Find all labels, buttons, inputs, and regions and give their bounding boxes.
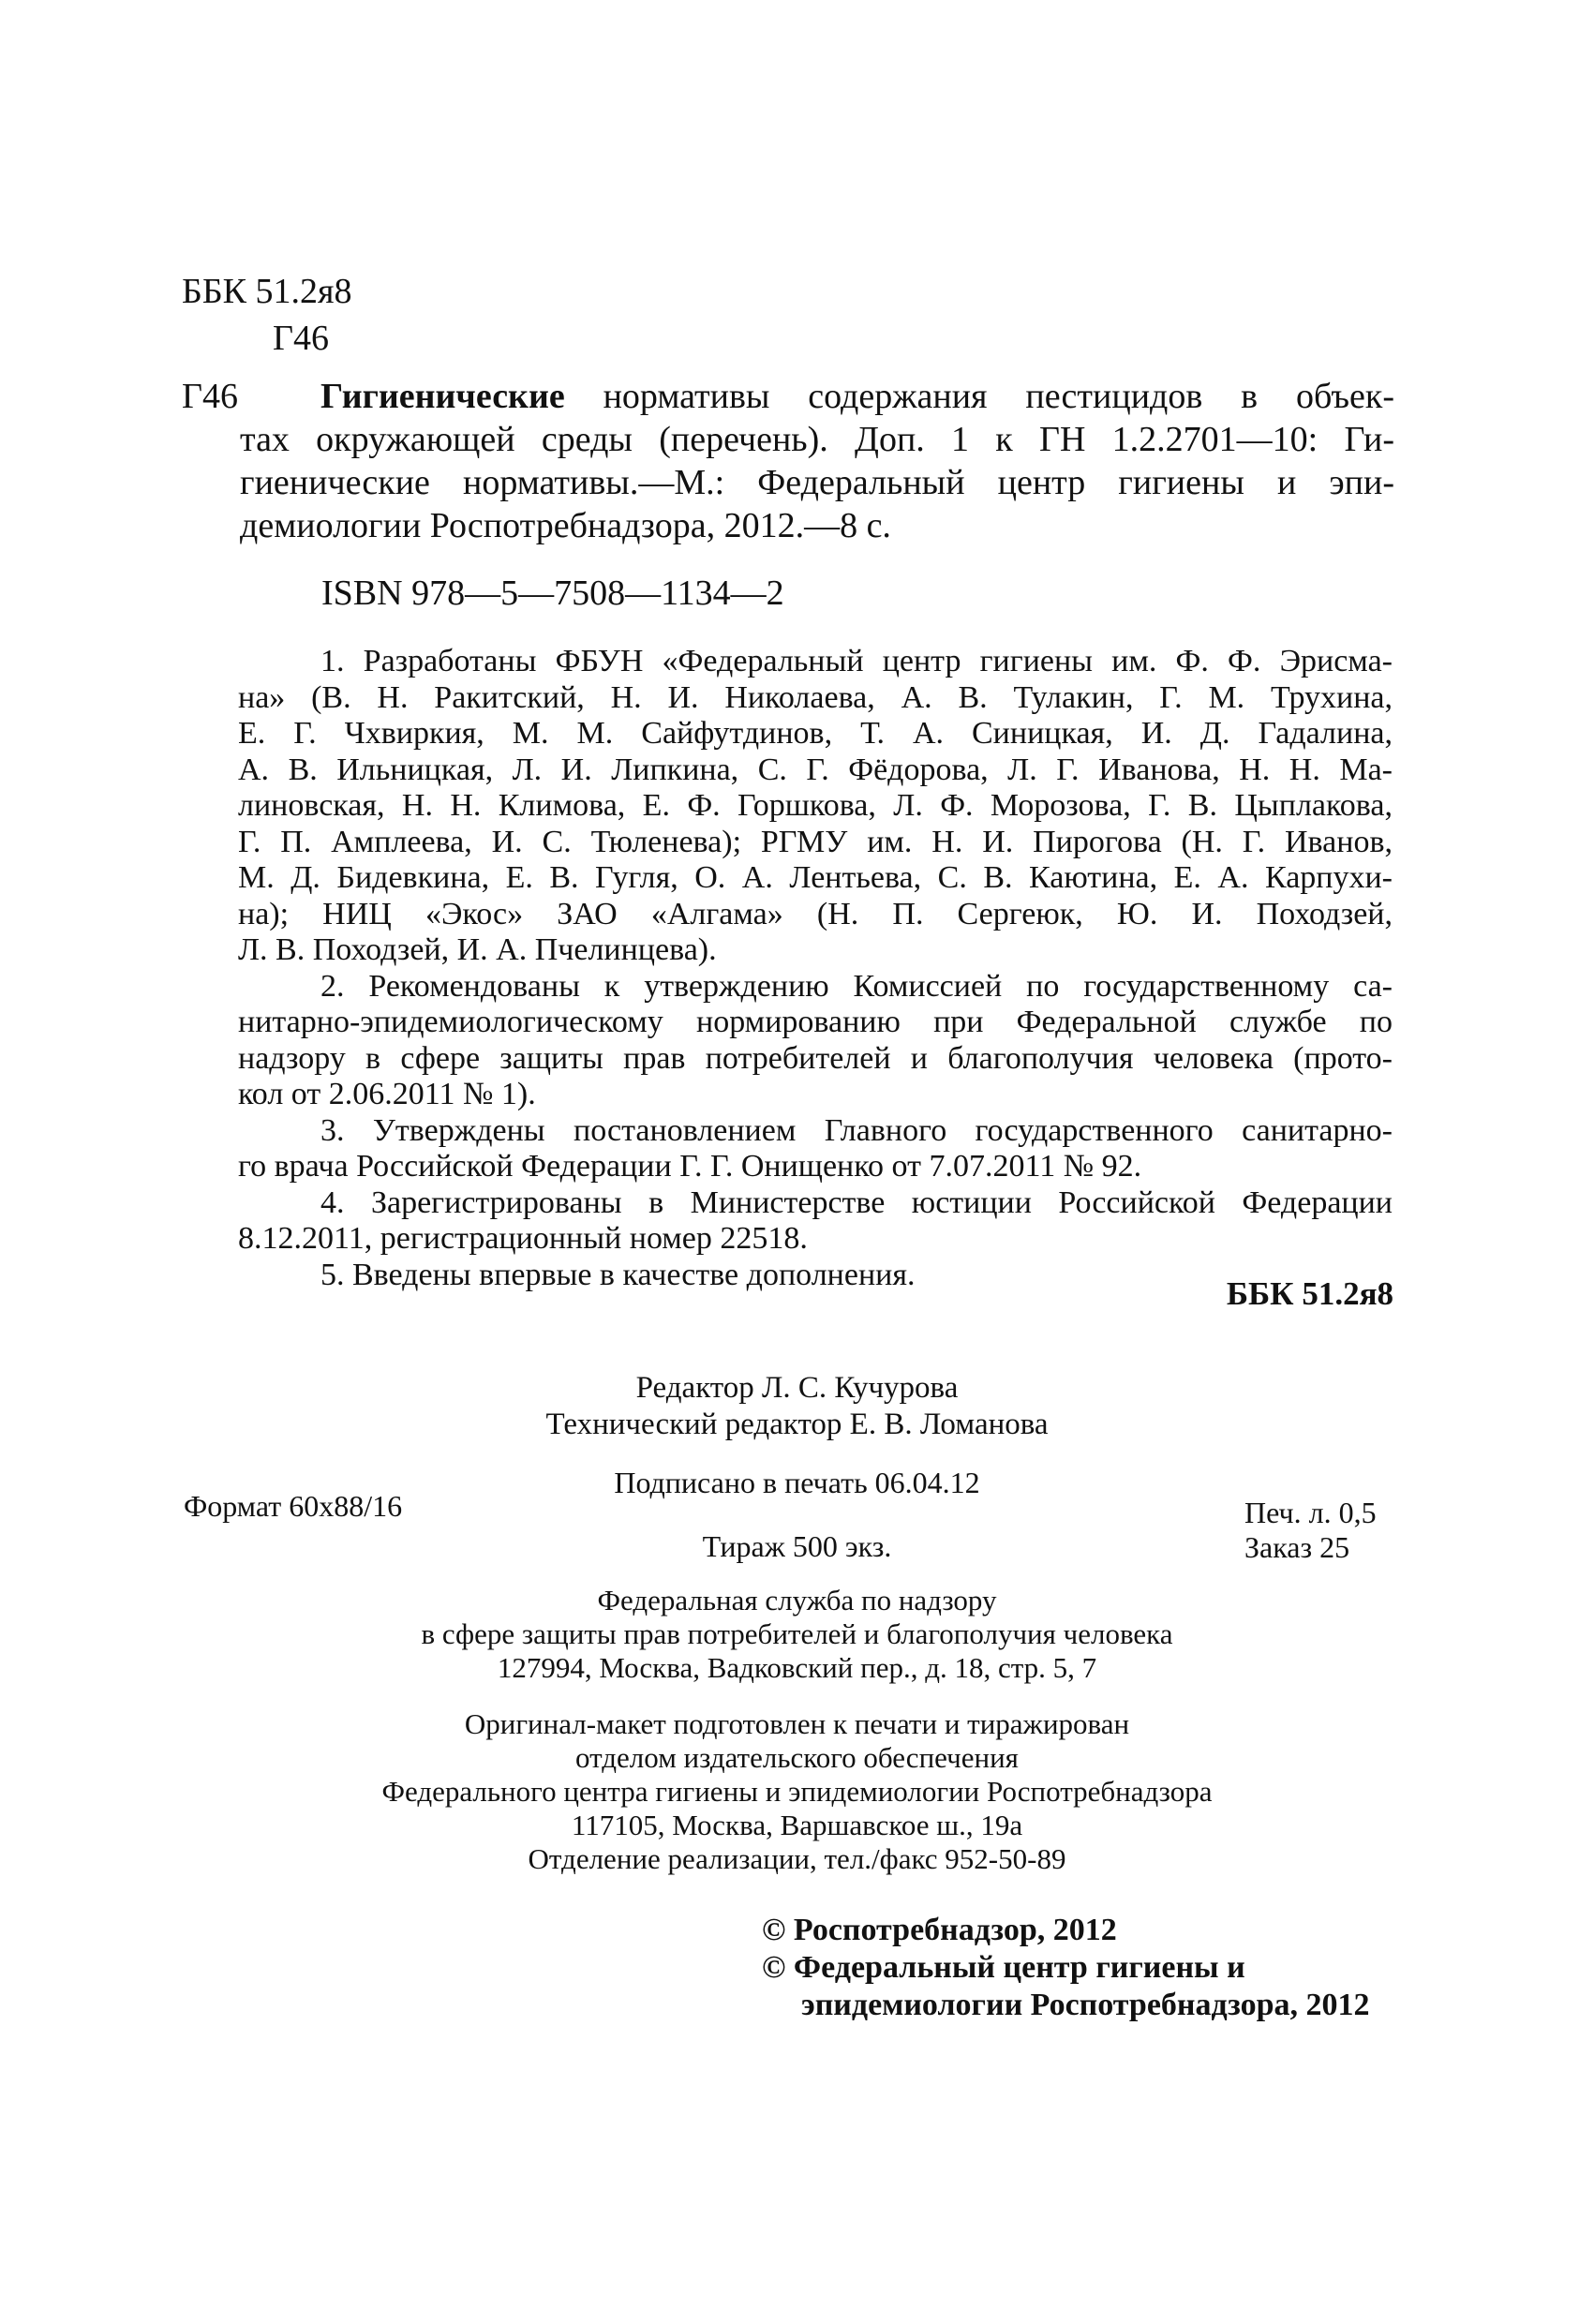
agency-address: 127994, Москва, Вадковский пер., д. 18, стр. 5, 7 <box>497 1651 1097 1684</box>
printer-sales-contact: Отделение реализации, тел./факс 952-50-89 <box>528 1842 1066 1875</box>
bbk-code-right: ББК 51.2я8 <box>1226 1275 1393 1312</box>
print-sheets: Печ. л. 0,5 <box>1244 1496 1377 1529</box>
printer-line: отделом издательского обеспечения <box>575 1741 1019 1774</box>
bibliographic-title <box>240 375 1394 547</box>
title-line-4: демиологии Роспотребнадзора, 2012.—8 с. <box>240 506 891 545</box>
paragraph-line: на); НИЦ «Экос» ЗАО «Алгама» (Н. П. Сергеюк, Ю. И. Походзей, <box>238 896 1393 931</box>
order-number: Заказ 25 <box>1244 1530 1350 1564</box>
copyright-line: эпидемиологии Роспотребнадзора, 2012 <box>801 1988 1370 2022</box>
paragraph-line: надзору в сфере защиты прав потребителей и благополучия человека (прото- <box>238 1040 1393 1076</box>
paragraph-line: 4. Зарегистрированы в Министерстве юстиции Российской Федерации <box>320 1184 1393 1220</box>
paragraph-line: 5. Введены впервые в качестве дополнения. <box>320 1257 916 1292</box>
paragraph-line: линовская, Н. Н. Климова, Е. Ф. Горшкова, Л. Ф. Морозова, Г. В. Цыплакова, <box>238 788 1393 823</box>
print-run: Тираж 500 экз. <box>702 1529 892 1563</box>
paragraph-line: М. Д. Бидевкина, Е. В. Гугля, О. А. Лентьева, С. В. Каютина, Е. А. Карпухи- <box>238 860 1393 895</box>
paragraph-line: нитарно-эпидемиологическому нормированию при Федеральной службе по <box>238 1005 1393 1039</box>
copyright-line: © Роспотребнадзор, 2012 <box>762 1913 1117 1947</box>
bbk-code: ББК 51.2я8 <box>182 272 352 311</box>
editors-block <box>0 1370 1594 1443</box>
printer-line: Оригинал-макет подготовлен к печати и тиражирован <box>464 1707 1130 1740</box>
paragraph-line: Г. П. Амплеева, И. С. Тюленева); РГМУ им. Н. И. Пирогова (Н. Г. Иванов, <box>238 824 1393 859</box>
paragraph-line: кол от 2.06.2011 № 1). <box>238 1077 536 1111</box>
tech-editor-line: Технический редактор Е. В. Ломанова <box>545 1408 1049 1441</box>
paragraph-line: го врача Российской Федерации Г. Г. Онищенко от 7.07.2011 № 92. <box>238 1149 1142 1184</box>
title-line-1 <box>240 375 1394 418</box>
title-line-1-rest: нормативы содержания пестицидов в объек- <box>564 377 1394 416</box>
paragraph-line: Е. Г. Чхвиркия, М. М. Сайфутдинов, Т. А. Синицкая, И. Д. Гадалина, <box>238 716 1393 751</box>
printer-line: Федерального центра гигиены и эпидемиологии Роспотребнадзора <box>381 1775 1213 1808</box>
paragraph-line: 8.12.2011, регистрационный номер 22518. <box>238 1221 808 1256</box>
agency-line: Федеральная служба по надзору <box>597 1584 997 1616</box>
paragraph-line: Л. В. Походзей, И. А. Пчелинцева). <box>238 932 717 967</box>
paragraph-5 <box>238 1258 1393 1294</box>
format: Формат 60x88/16 <box>184 1489 403 1523</box>
paragraph-2 <box>238 969 1393 1113</box>
paragraph-line: на» (В. Н. Ракитский, Н. И. Николаева, А. В. Тулакин, Г. М. Трухина, <box>238 679 1393 715</box>
title-line-3: гиенические нормативы.—М.: Федеральный центр гигиены и эпи- <box>240 463 1394 502</box>
editor-line: Редактор Л. С. Кучурова <box>635 1371 959 1405</box>
isbn: ISBN 978—5—7508—1134—2 <box>321 574 784 613</box>
paragraph-line: 1. Разработаны ФБУН «Федеральный центр гигиены им. Ф. Ф. Эрисма- <box>320 644 1393 678</box>
paragraph-line: 2. Рекомендованы к утверждению Комиссией по государственному са- <box>320 968 1393 1004</box>
agency-line: в сфере защиты прав потребителей и благополучия человека <box>421 1617 1173 1650</box>
title-lead-word: Гигиенические <box>320 377 565 416</box>
copyright-block <box>762 1912 1370 2024</box>
printer-block <box>0 1707 1594 1876</box>
paragraph-line: 3. Утверждены постановлением Главного государственного санитарно- <box>320 1112 1393 1148</box>
signed-to-print: Подписано в печать 06.04.12 <box>614 1466 980 1499</box>
paragraph-3 <box>238 1113 1393 1185</box>
paragraph-1 <box>238 644 1393 969</box>
title-line-2: тах окружающей среды (перечень). Доп. 1 к ГН 1.2.2701—10: Ги- <box>240 420 1394 459</box>
copyright-line: © Федеральный центр гигиены и <box>762 1950 1245 1985</box>
paragraph-line: А. В. Ильницкая, Л. И. Липкина, С. Г. Фёдорова, Л. Г. Иванова, Н. Н. Ма- <box>238 752 1393 787</box>
credits-paragraphs <box>238 644 1393 1293</box>
paragraph-4 <box>238 1185 1393 1258</box>
author-mark: Г46 <box>273 319 329 358</box>
entry-mark: Г46 <box>182 377 238 416</box>
agency-block <box>0 1584 1594 1685</box>
printer-address: 117105, Москва, Варшавское ш., 19а <box>571 1809 1023 1841</box>
